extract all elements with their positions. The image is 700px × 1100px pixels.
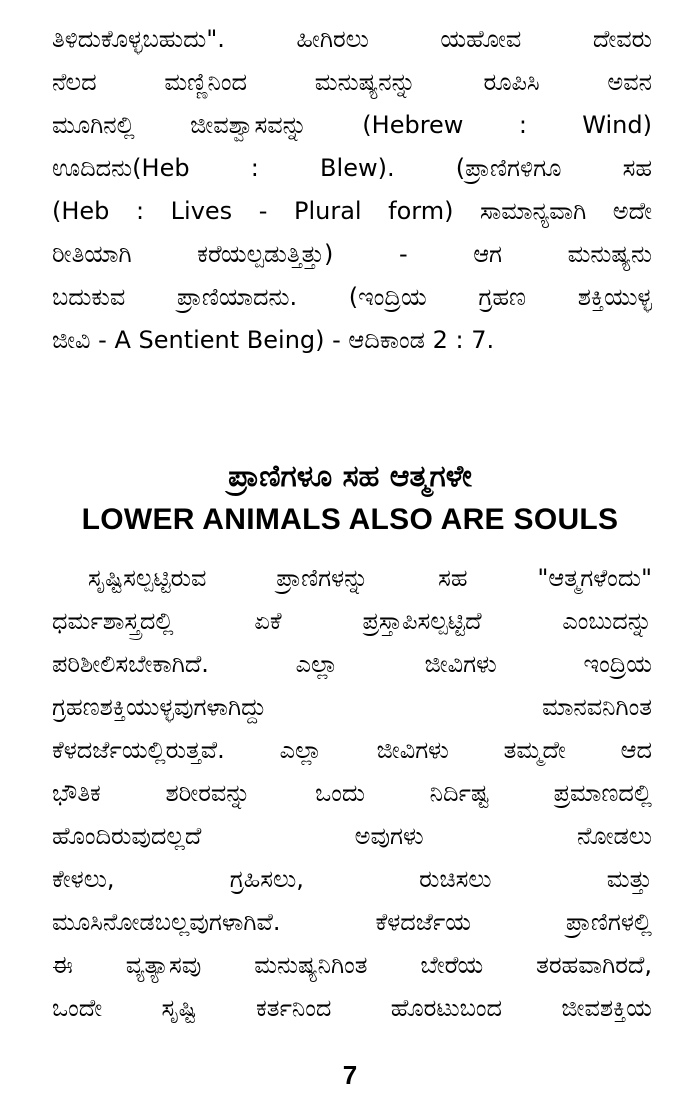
text-line: ಧರ್ಮಶಾಸ್ತ್ರದಲ್ಲಿ ಏಕೆ ಪ್ರಸ್ತಾಪಿಸಲ್ಪಟ್ಟಿದೆ ಎಂಬುದನ್ನು [52,607,652,635]
page-number: 7 [342,1060,358,1090]
text-line: ಊದಿದನು(Heb : Blew). (ಪ್ರಾಣಿಗಳಿಗೂ ಸಹ [52,154,652,182]
text-line: ಕೇಳಲು, ಗ್ರಹಿಸಲು, ರುಚಿಸಲು ಮತ್ತು [52,865,652,893]
text-line: ಈ ವ್ಯತ್ಯಾಸವು ಮನುಷ್ಯನಿಗಿಂತ ಬೇರೆಯ ತರಹವಾಗಿರದೆ, [52,951,652,979]
paragraph-animals-souls [52,557,652,1030]
section-title-english: LOWER ANIMALS ALSO ARE SOULS [81,503,619,536]
text-line: ಪರಿಶೀಲಿಸಬೇಕಾಗಿದೆ. ಎಲ್ಲಾ ಜೀವಿಗಳು ಇಂದ್ರಿಯ [52,650,652,678]
text-line: ಮೂಗಿನಲ್ಲಿ ಜೀವಶ್ವಾಸವನ್ನು (Hebrew : Wind) [52,111,652,139]
text-line: ಕೆಳದರ್ಜೆಯಲ್ಲಿರುತ್ತವೆ. ಎಲ್ಲಾ ಜೀವಿಗಳು ತಮ್ಮದೇ ಆದ [52,736,652,764]
text-line: ಭೌತಿಕ ಶರೀರವನ್ನು ಒಂದು ನಿರ್ದಿಷ್ಟ ಪ್ರಮಾಣದಲ್ಲಿ [52,779,652,807]
text-line: ಒಂದೇ ಸೃಷ್ಟಿ ಕರ್ತನಿಂದ ಹೊರಟುಬಂದ ಜೀವಶಕ್ತಿಯ [52,994,652,1022]
text-line: ಬದುಕುವ ಪ್ರಾಣಿಯಾದನು. (ಇಂದ್ರಿಯ ಗ್ರಹಣ ಶಕ್ತಿಯುಳ್ಳ [52,283,652,311]
text-line: ತಿಳಿದುಕೊಳ್ಳಬಹುದು". ಹೀಗಿರಲು ಯಹೋವ ದೇವರು [52,25,652,53]
text-line: ರೀತಿಯಾಗಿ ಕರೆಯಲ್ಪಡುತ್ತಿತ್ತು) - ಆಗ ಮನುಷ್ಯನು [52,240,652,268]
text-line: ಮೂಸಿನೋಡಬಲ್ಲವುಗಳಾಗಿವೆ. ಕೆಳದರ್ಜೆಯ ಪ್ರಾಣಿಗಳಲ್ಲಿ [52,908,652,936]
text-line: (Heb : Lives - Plural form) ಸಾಮಾನ್ಯವಾಗಿ ಅದೇ [52,197,652,225]
text-line-first: ಸೃಷ್ಟಿಸಲ್ಪಟ್ಟಿರುವ ಪ್ರಾಣಿಗಳನ್ನು ಸಹ "ಆತ್ಮಗಳೆಂದು" [88,564,652,592]
section-title-kannada: ಪ್ರಾಣಿಗಳೂ ಸಹ ಆತ್ಮಗಳೇ [228,459,472,494]
text-line: ನೆಲದ ಮಣ್ಣಿನಿಂದ ಮನುಷ್ಯನನ್ನು ರೂಪಿಸಿ ಅವನ [52,68,652,96]
text-line: ಗ್ರಹಣಶಕ್ತಿಯುಳ್ಳವುಗಳಾಗಿದ್ದು ಮಾನವನಿಗಿಂತ [52,693,652,721]
paragraph-genesis-quote [52,18,652,362]
text-line: ಹೊಂದಿರುವುದಲ್ಲದೆ ಅವುಗಳು ನೋಡಲು [52,822,652,850]
text-line-last: ಜೀವಿ - A Sentient Being) - ಆದಿಕಾಂಡ 2 : 7. [52,326,495,354]
